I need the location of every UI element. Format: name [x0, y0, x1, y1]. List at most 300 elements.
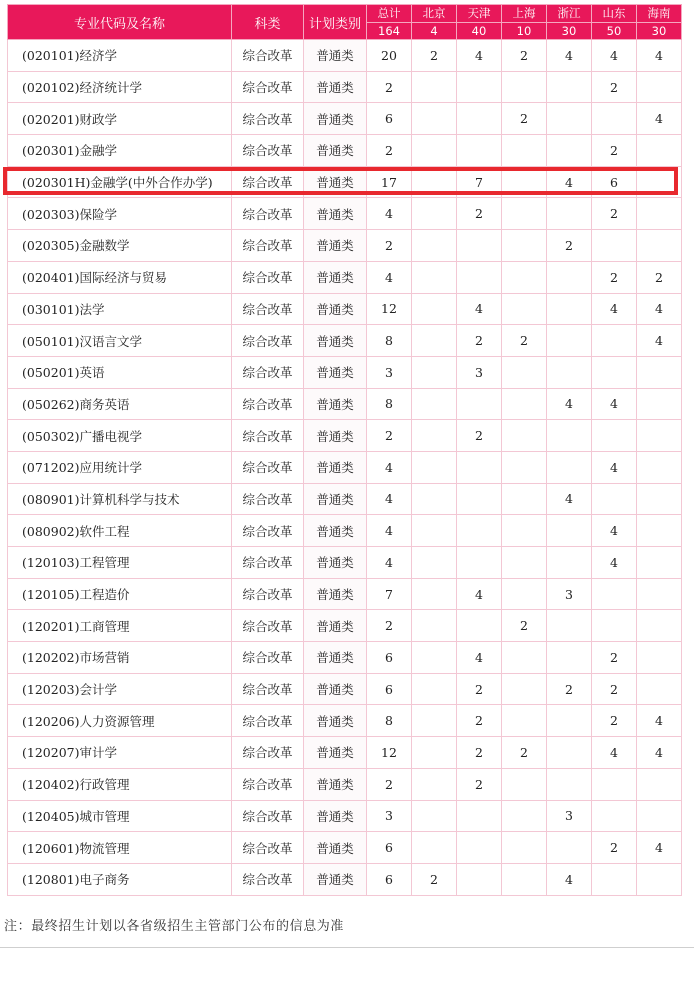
header-beijing-count: 4 — [412, 22, 457, 40]
table-row — [8, 293, 682, 325]
hainan-count-cell — [637, 578, 682, 610]
shandong-count-cell: 4 — [592, 515, 637, 547]
zhejiang-count-cell — [547, 293, 592, 325]
header-total-count: 164 — [367, 22, 412, 40]
shandong-count-cell — [592, 800, 637, 832]
plan-category-cell: 普通类 — [304, 547, 367, 579]
subject-type-cell: 综合改革 — [232, 261, 304, 293]
table-row — [8, 261, 682, 293]
major-name-cell: (120203)会计学 — [8, 673, 232, 705]
divider — [0, 947, 694, 948]
plan-category-cell: 普通类 — [304, 135, 367, 167]
beijing-count-cell — [412, 420, 457, 452]
plan-category-cell: 普通类 — [304, 768, 367, 800]
hainan-count-cell — [637, 420, 682, 452]
tianjin-count-cell — [457, 832, 502, 864]
subject-type-cell: 综合改革 — [232, 135, 304, 167]
total-count-cell: 6 — [367, 642, 412, 674]
tianjin-count-cell: 2 — [457, 768, 502, 800]
beijing-count-cell — [412, 768, 457, 800]
plan-category-cell: 普通类 — [304, 832, 367, 864]
plan-category-cell: 普通类 — [304, 737, 367, 769]
table-row — [8, 325, 682, 357]
total-count-cell: 6 — [367, 832, 412, 864]
beijing-count-cell — [412, 261, 457, 293]
total-count-cell: 6 — [367, 103, 412, 135]
shandong-count-cell — [592, 325, 637, 357]
tianjin-count-cell: 7 — [457, 166, 502, 198]
beijing-count-cell — [412, 356, 457, 388]
plan-category-cell: 普通类 — [304, 578, 367, 610]
major-name-cell: (120206)人力资源管理 — [8, 705, 232, 737]
shandong-count-cell — [592, 768, 637, 800]
shandong-count-cell: 4 — [592, 547, 637, 579]
hainan-count-cell: 4 — [637, 325, 682, 357]
table-row — [8, 40, 682, 72]
beijing-count-cell — [412, 673, 457, 705]
major-name-cell: (080902)软件工程 — [8, 515, 232, 547]
table-row — [8, 388, 682, 420]
shanghai-count-cell — [502, 832, 547, 864]
tianjin-count-cell: 4 — [457, 578, 502, 610]
hainan-count-cell — [637, 71, 682, 103]
major-name-cell: (120201)工商管理 — [8, 610, 232, 642]
major-name-cell: (120202)市场营销 — [8, 642, 232, 674]
shandong-count-cell: 2 — [592, 261, 637, 293]
shanghai-count-cell — [502, 230, 547, 262]
shanghai-count-cell: 2 — [502, 103, 547, 135]
hainan-count-cell — [637, 610, 682, 642]
shanghai-count-cell — [502, 293, 547, 325]
plan-category-cell: 普通类 — [304, 325, 367, 357]
shandong-count-cell — [592, 578, 637, 610]
plan-category-cell: 普通类 — [304, 420, 367, 452]
shandong-count-cell: 4 — [592, 293, 637, 325]
major-name-cell: (020201)财政学 — [8, 103, 232, 135]
subject-type-cell: 综合改革 — [232, 515, 304, 547]
shanghai-count-cell — [502, 388, 547, 420]
shandong-count-cell: 2 — [592, 705, 637, 737]
tianjin-count-cell — [457, 451, 502, 483]
tianjin-count-cell — [457, 103, 502, 135]
beijing-count-cell — [412, 325, 457, 357]
shandong-count-cell: 4 — [592, 40, 637, 72]
table-row — [8, 642, 682, 674]
header-major-name: 专业代码及名称 — [8, 5, 232, 40]
beijing-count-cell: 2 — [412, 863, 457, 895]
zhejiang-count-cell — [547, 515, 592, 547]
table-row — [8, 800, 682, 832]
header-shandong: 山东 — [592, 5, 637, 23]
tianjin-count-cell — [457, 71, 502, 103]
zhejiang-count-cell: 3 — [547, 800, 592, 832]
plan-category-cell: 普通类 — [304, 673, 367, 705]
shanghai-count-cell — [502, 483, 547, 515]
subject-type-cell: 综合改革 — [232, 547, 304, 579]
hainan-count-cell: 4 — [637, 103, 682, 135]
total-count-cell: 4 — [367, 198, 412, 230]
table-row — [8, 863, 682, 895]
total-count-cell: 6 — [367, 863, 412, 895]
shanghai-count-cell — [502, 547, 547, 579]
shanghai-count-cell — [502, 356, 547, 388]
hainan-count-cell — [637, 166, 682, 198]
zhejiang-count-cell — [547, 71, 592, 103]
table-row — [8, 166, 682, 198]
tianjin-count-cell: 2 — [457, 198, 502, 230]
subject-type-cell: 综合改革 — [232, 832, 304, 864]
shanghai-count-cell — [502, 673, 547, 705]
major-name-cell: (071202)应用统计学 — [8, 451, 232, 483]
plan-category-cell: 普通类 — [304, 166, 367, 198]
hainan-count-cell — [637, 388, 682, 420]
zhejiang-count-cell — [547, 135, 592, 167]
header-beijing: 北京 — [412, 5, 457, 23]
tianjin-count-cell: 2 — [457, 420, 502, 452]
tianjin-count-cell: 2 — [457, 737, 502, 769]
header-tianjin-count: 40 — [457, 22, 502, 40]
tianjin-count-cell — [457, 388, 502, 420]
hainan-count-cell — [637, 451, 682, 483]
shanghai-count-cell — [502, 166, 547, 198]
beijing-count-cell — [412, 547, 457, 579]
shanghai-count-cell — [502, 451, 547, 483]
subject-type-cell: 综合改革 — [232, 451, 304, 483]
zhejiang-count-cell — [547, 610, 592, 642]
subject-type-cell: 综合改革 — [232, 293, 304, 325]
header-subject-type: 科类 — [232, 5, 304, 40]
hainan-count-cell: 4 — [637, 40, 682, 72]
subject-type-cell: 综合改革 — [232, 610, 304, 642]
total-count-cell: 2 — [367, 610, 412, 642]
major-name-cell: (020303)保险学 — [8, 198, 232, 230]
shanghai-count-cell — [502, 800, 547, 832]
major-name-cell: (120601)物流管理 — [8, 832, 232, 864]
zhejiang-count-cell — [547, 642, 592, 674]
total-count-cell: 4 — [367, 451, 412, 483]
total-count-cell: 2 — [367, 420, 412, 452]
zhejiang-count-cell — [547, 768, 592, 800]
zhejiang-count-cell — [547, 547, 592, 579]
hainan-count-cell — [637, 135, 682, 167]
subject-type-cell: 综合改革 — [232, 737, 304, 769]
table-row — [8, 71, 682, 103]
table-row — [8, 103, 682, 135]
table-row — [8, 515, 682, 547]
beijing-count-cell — [412, 103, 457, 135]
tianjin-count-cell: 2 — [457, 673, 502, 705]
table-row — [8, 578, 682, 610]
zhejiang-count-cell — [547, 198, 592, 230]
shanghai-count-cell — [502, 578, 547, 610]
total-count-cell: 17 — [367, 166, 412, 198]
plan-category-cell: 普通类 — [304, 642, 367, 674]
subject-type-cell: 综合改革 — [232, 705, 304, 737]
hainan-count-cell: 4 — [637, 705, 682, 737]
hainan-count-cell — [637, 230, 682, 262]
major-name-cell: (020102)经济统计学 — [8, 71, 232, 103]
plan-category-cell: 普通类 — [304, 261, 367, 293]
total-count-cell: 4 — [367, 261, 412, 293]
subject-type-cell: 综合改革 — [232, 483, 304, 515]
shanghai-count-cell — [502, 420, 547, 452]
header-shanghai: 上海 — [502, 5, 547, 23]
tianjin-count-cell: 4 — [457, 642, 502, 674]
shandong-count-cell: 4 — [592, 737, 637, 769]
zhejiang-count-cell — [547, 705, 592, 737]
total-count-cell: 2 — [367, 71, 412, 103]
total-count-cell: 8 — [367, 705, 412, 737]
plan-category-cell: 普通类 — [304, 40, 367, 72]
tianjin-count-cell: 2 — [457, 705, 502, 737]
beijing-count-cell — [412, 483, 457, 515]
total-count-cell: 3 — [367, 800, 412, 832]
table-row — [8, 673, 682, 705]
table-body — [8, 40, 682, 896]
tianjin-count-cell: 4 — [457, 40, 502, 72]
plan-category-cell: 普通类 — [304, 863, 367, 895]
plan-category-cell: 普通类 — [304, 293, 367, 325]
total-count-cell: 20 — [367, 40, 412, 72]
shanghai-count-cell — [502, 261, 547, 293]
header-total: 总计 — [367, 5, 412, 23]
header-shanghai-count: 10 — [502, 22, 547, 40]
zhejiang-count-cell — [547, 356, 592, 388]
shandong-count-cell — [592, 356, 637, 388]
major-name-cell: (050302)广播电视学 — [8, 420, 232, 452]
table-row — [8, 547, 682, 579]
shandong-count-cell: 6 — [592, 166, 637, 198]
total-count-cell: 2 — [367, 768, 412, 800]
table-header — [8, 5, 682, 40]
beijing-count-cell — [412, 737, 457, 769]
zhejiang-count-cell: 4 — [547, 388, 592, 420]
beijing-count-cell: 2 — [412, 40, 457, 72]
major-name-cell: (050201)英语 — [8, 356, 232, 388]
enrollment-plan-table — [7, 4, 682, 896]
total-count-cell: 3 — [367, 356, 412, 388]
major-name-cell: (020301)金融学 — [8, 135, 232, 167]
zhejiang-count-cell — [547, 451, 592, 483]
plan-category-cell: 普通类 — [304, 356, 367, 388]
tianjin-count-cell — [457, 230, 502, 262]
plan-category-cell: 普通类 — [304, 71, 367, 103]
subject-type-cell: 综合改革 — [232, 325, 304, 357]
table-row — [8, 198, 682, 230]
hainan-count-cell — [637, 483, 682, 515]
shanghai-count-cell — [502, 705, 547, 737]
tianjin-count-cell — [457, 261, 502, 293]
plan-category-cell: 普通类 — [304, 103, 367, 135]
total-count-cell: 2 — [367, 230, 412, 262]
plan-category-cell: 普通类 — [304, 451, 367, 483]
plan-category-cell: 普通类 — [304, 198, 367, 230]
zhejiang-count-cell: 4 — [547, 483, 592, 515]
major-name-cell: (020301H)金融学(中外合作办学) — [8, 166, 232, 198]
hainan-count-cell: 2 — [637, 261, 682, 293]
shandong-count-cell — [592, 483, 637, 515]
shandong-count-cell — [592, 103, 637, 135]
beijing-count-cell — [412, 642, 457, 674]
zhejiang-count-cell: 2 — [547, 230, 592, 262]
table-row — [8, 610, 682, 642]
beijing-count-cell — [412, 800, 457, 832]
major-name-cell: (120207)审计学 — [8, 737, 232, 769]
header-hainan-count: 30 — [637, 22, 682, 40]
hainan-count-cell — [637, 547, 682, 579]
hainan-count-cell — [637, 198, 682, 230]
major-name-cell: (050101)汉语言文学 — [8, 325, 232, 357]
shandong-count-cell — [592, 230, 637, 262]
total-count-cell: 4 — [367, 515, 412, 547]
plan-category-cell: 普通类 — [304, 610, 367, 642]
major-name-cell: (120402)行政管理 — [8, 768, 232, 800]
header-shandong-count: 50 — [592, 22, 637, 40]
subject-type-cell: 综合改革 — [232, 198, 304, 230]
zhejiang-count-cell: 3 — [547, 578, 592, 610]
tianjin-count-cell — [457, 135, 502, 167]
subject-type-cell: 综合改革 — [232, 356, 304, 388]
tianjin-count-cell — [457, 515, 502, 547]
shandong-count-cell: 2 — [592, 135, 637, 167]
header-zhejiang-count: 30 — [547, 22, 592, 40]
tianjin-count-cell — [457, 863, 502, 895]
shanghai-count-cell — [502, 198, 547, 230]
beijing-count-cell — [412, 388, 457, 420]
beijing-count-cell — [412, 610, 457, 642]
table-row — [8, 451, 682, 483]
total-count-cell: 7 — [367, 578, 412, 610]
tianjin-count-cell — [457, 800, 502, 832]
subject-type-cell: 综合改革 — [232, 103, 304, 135]
shanghai-count-cell — [502, 135, 547, 167]
beijing-count-cell — [412, 451, 457, 483]
plan-category-cell: 普通类 — [304, 388, 367, 420]
major-name-cell: (120405)城市管理 — [8, 800, 232, 832]
total-count-cell: 12 — [367, 293, 412, 325]
beijing-count-cell — [412, 166, 457, 198]
beijing-count-cell — [412, 515, 457, 547]
hainan-count-cell: 4 — [637, 293, 682, 325]
header-hainan: 海南 — [637, 5, 682, 23]
total-count-cell: 4 — [367, 483, 412, 515]
major-name-cell: (020401)国际经济与贸易 — [8, 261, 232, 293]
shanghai-count-cell: 2 — [502, 737, 547, 769]
tianjin-count-cell — [457, 483, 502, 515]
beijing-count-cell — [412, 198, 457, 230]
shanghai-count-cell — [502, 71, 547, 103]
subject-type-cell: 综合改革 — [232, 388, 304, 420]
major-name-cell: (020305)金融数学 — [8, 230, 232, 262]
subject-type-cell: 综合改革 — [232, 71, 304, 103]
subject-type-cell: 综合改革 — [232, 578, 304, 610]
table-row — [8, 832, 682, 864]
table-row — [8, 768, 682, 800]
major-name-cell: (020101)经济学 — [8, 40, 232, 72]
header-plan-category: 计划类别 — [304, 5, 367, 40]
shandong-count-cell: 2 — [592, 642, 637, 674]
hainan-count-cell — [637, 673, 682, 705]
shandong-count-cell: 4 — [592, 388, 637, 420]
table-row — [8, 420, 682, 452]
zhejiang-count-cell — [547, 737, 592, 769]
zhejiang-count-cell: 4 — [547, 40, 592, 72]
shanghai-count-cell: 2 — [502, 40, 547, 72]
header-zhejiang: 浙江 — [547, 5, 592, 23]
beijing-count-cell — [412, 578, 457, 610]
beijing-count-cell — [412, 705, 457, 737]
major-name-cell: (120105)工程造价 — [8, 578, 232, 610]
zhejiang-count-cell — [547, 420, 592, 452]
zhejiang-count-cell — [547, 103, 592, 135]
tianjin-count-cell: 4 — [457, 293, 502, 325]
zhejiang-count-cell — [547, 261, 592, 293]
beijing-count-cell — [412, 230, 457, 262]
zhejiang-count-cell — [547, 325, 592, 357]
subject-type-cell: 综合改革 — [232, 642, 304, 674]
hainan-count-cell — [637, 800, 682, 832]
footnote: 注：最终招生计划以各省级招生主管部门公布的信息为准 — [4, 919, 345, 934]
shandong-count-cell — [592, 420, 637, 452]
subject-type-cell: 综合改革 — [232, 166, 304, 198]
subject-type-cell: 综合改革 — [232, 768, 304, 800]
total-count-cell: 8 — [367, 388, 412, 420]
shandong-count-cell: 4 — [592, 451, 637, 483]
plan-category-cell: 普通类 — [304, 800, 367, 832]
shanghai-count-cell — [502, 515, 547, 547]
beijing-count-cell — [412, 832, 457, 864]
shanghai-count-cell: 2 — [502, 325, 547, 357]
table-row — [8, 356, 682, 388]
table-row — [8, 230, 682, 262]
tianjin-count-cell — [457, 610, 502, 642]
hainan-count-cell — [637, 356, 682, 388]
header-tianjin: 天津 — [457, 5, 502, 23]
subject-type-cell: 综合改革 — [232, 40, 304, 72]
tianjin-count-cell: 2 — [457, 325, 502, 357]
hainan-count-cell: 4 — [637, 737, 682, 769]
tianjin-count-cell — [457, 547, 502, 579]
total-count-cell: 6 — [367, 673, 412, 705]
subject-type-cell: 综合改革 — [232, 673, 304, 705]
beijing-count-cell — [412, 135, 457, 167]
shandong-count-cell — [592, 863, 637, 895]
zhejiang-count-cell: 4 — [547, 166, 592, 198]
total-count-cell: 2 — [367, 135, 412, 167]
table-row — [8, 483, 682, 515]
table-row — [8, 737, 682, 769]
shandong-count-cell: 2 — [592, 198, 637, 230]
shandong-count-cell: 2 — [592, 673, 637, 705]
plan-category-cell: 普通类 — [304, 705, 367, 737]
subject-type-cell: 综合改革 — [232, 800, 304, 832]
shanghai-count-cell — [502, 642, 547, 674]
beijing-count-cell — [412, 293, 457, 325]
plan-category-cell: 普通类 — [304, 483, 367, 515]
total-count-cell: 8 — [367, 325, 412, 357]
zhejiang-count-cell — [547, 832, 592, 864]
shanghai-count-cell: 2 — [502, 610, 547, 642]
hainan-count-cell — [637, 642, 682, 674]
total-count-cell: 4 — [367, 547, 412, 579]
major-name-cell: (050262)商务英语 — [8, 388, 232, 420]
hainan-count-cell — [637, 515, 682, 547]
subject-type-cell: 综合改革 — [232, 230, 304, 262]
zhejiang-count-cell: 2 — [547, 673, 592, 705]
major-name-cell: (030101)法学 — [8, 293, 232, 325]
major-name-cell: (120801)电子商务 — [8, 863, 232, 895]
shandong-count-cell — [592, 610, 637, 642]
